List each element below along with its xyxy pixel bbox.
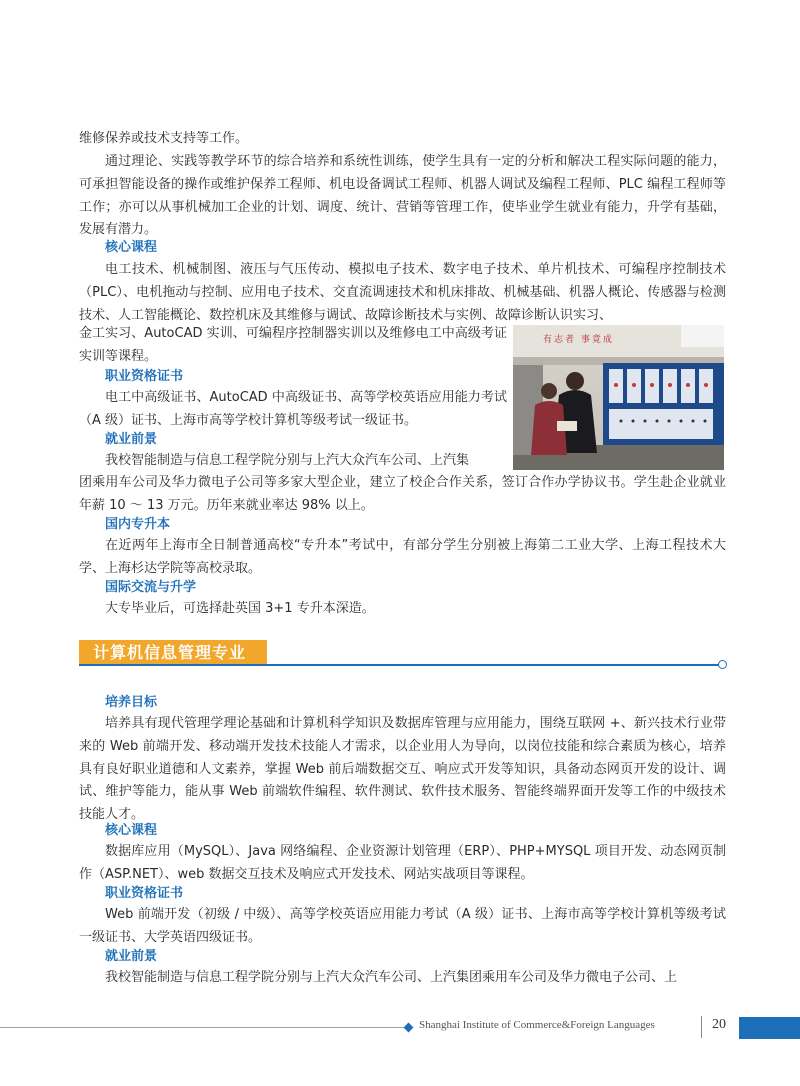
section-divider <box>79 664 720 666</box>
section-divider-end-circle-icon <box>718 660 727 669</box>
footer-separator <box>701 1016 702 1038</box>
heading-core-courses-2: 核心课程 <box>105 823 158 838</box>
lab-photo-banner: 有志者 事竟成 <box>543 335 614 345</box>
section-title: 计算机信息管理专业 <box>79 640 267 666</box>
heading-upgrade: 国内专升本 <box>105 517 171 532</box>
paragraph-continuation: 维修保养或技术支持等工作。 <box>79 131 249 146</box>
heading-international: 国际交流与升学 <box>105 580 197 595</box>
heading-certificates-2: 职业资格证书 <box>105 886 184 901</box>
paragraph-core-courses-1: 电工技术、机械制图、液压与气压传动、模拟电子技术、数字电子技术、单片机技术、可编程序控制技术（PLC）、电机拖动与控制、应用电子技术、交直流调速技术和机床排故、机械基础、机器人概论、传感器与检测技术、人工智能概论、数控机床及其维修与调试、故障诊断技术与实例、故障诊断认识实习、 <box>79 262 726 323</box>
page-number: 20 <box>712 1017 726 1032</box>
lab-photo <box>513 325 724 470</box>
paragraph-certificates-2: Web 前端开发（初级 / 中级）、高等学校英语应用能力考试（A 级）证书、上海市高等学校计算机等级考试一级证书、大学英语四级证书。 <box>79 907 726 945</box>
paragraph-certificates: 电工中高级证书、AutoCAD 中高级证书、高等学校英语应用能力考试（A 级）证书、上海市高等学校计算机等级考试一级证书。 <box>79 390 507 428</box>
heading-training-goal: 培养目标 <box>105 695 158 710</box>
footer-diamond-icon <box>404 1023 414 1033</box>
heading-core-courses: 核心课程 <box>105 240 158 255</box>
footer-color-block <box>739 1017 800 1039</box>
paragraph-core-courses-3: 数据库应用（MySQL）、Java 网络编程、企业资源计划管理（ERP）、PHP+MYSQL 项目开发、动态网页制作（ASP.NET）、web 数据交互技术及响应式开发技术、网站实战项目等课程。 <box>79 844 726 882</box>
paragraph-upgrade: 在近两年上海市全日制普通高校“专升本”考试中，有部分学生分别被上海第二工业大学、上海工程技术大学、上海杉达学院等高校录取。 <box>79 538 726 576</box>
heading-employment-2: 就业前景 <box>105 949 158 964</box>
footer-rule <box>0 1027 409 1028</box>
paragraph-employment-3: 我校智能制造与信息工程学院分别与上汽大众汽车公司、上汽集团乘用车公司及华力微电子公司、上 <box>105 970 678 985</box>
paragraph-training: 通过理论、实践等教学环节的综合培养和系统性训练，使学生具有一定的分析和解决工程实际问题的能力，可承担智能设备的操作或维护保养工程师、机电设备调试工程师、机器人调试及编程工程师、PLC 编程工程师等工作；亦可以从事机械加工企业的计划、调度、统计、营销等管理工作，使毕业学生就业有能力，升学有基础，发展有潜力。 <box>79 154 726 238</box>
heading-employment: 就业前景 <box>105 432 158 447</box>
paragraph-employment-1: 我校智能制造与信息工程学院分别与上汽大众汽车公司、上汽集 <box>105 453 470 468</box>
paragraph-core-courses-2: 金工实习、AutoCAD 实训、可编程序控制器实训以及维修电工中高级考证实训等课程。 <box>79 326 507 364</box>
paragraph-employment-2: 团乘用车公司及华力微电子公司等多家大型企业，建立了校企合作关系，签订合作办学协议书。学生赴企业就业年薪 10 ～ 13 万元。历年来就业率达 98% 以上。 <box>79 475 726 513</box>
lab-photo-illustration <box>513 325 724 470</box>
paragraph-international: 大专毕业后，可选择赴英国 3+1 专升本深造。 <box>105 601 375 616</box>
paragraph-training-goal: 培养具有现代管理学理论基础和计算机科学知识及数据库管理与应用能力，围绕互联网 +、新兴技术行业带来的 Web 前端开发、移动端开发技术技能人才需求，以企业用人为导向，以岗位技能和综合素质为核心，培养具有良好职业道德和人文素养，掌握 Web 前后端数据交互、响应式开发等知识，具备动态网页开发的设计、调试、维护等能力，能从事 Web 前端软件编程、软件测试、软件技术服务、智能终端界面开发等工作的中级技术技能人才。 <box>79 716 726 823</box>
footer-institution: Shanghai Institute of Commerce&Foreign Languages <box>419 1019 655 1031</box>
heading-certificates: 职业资格证书 <box>105 369 184 384</box>
